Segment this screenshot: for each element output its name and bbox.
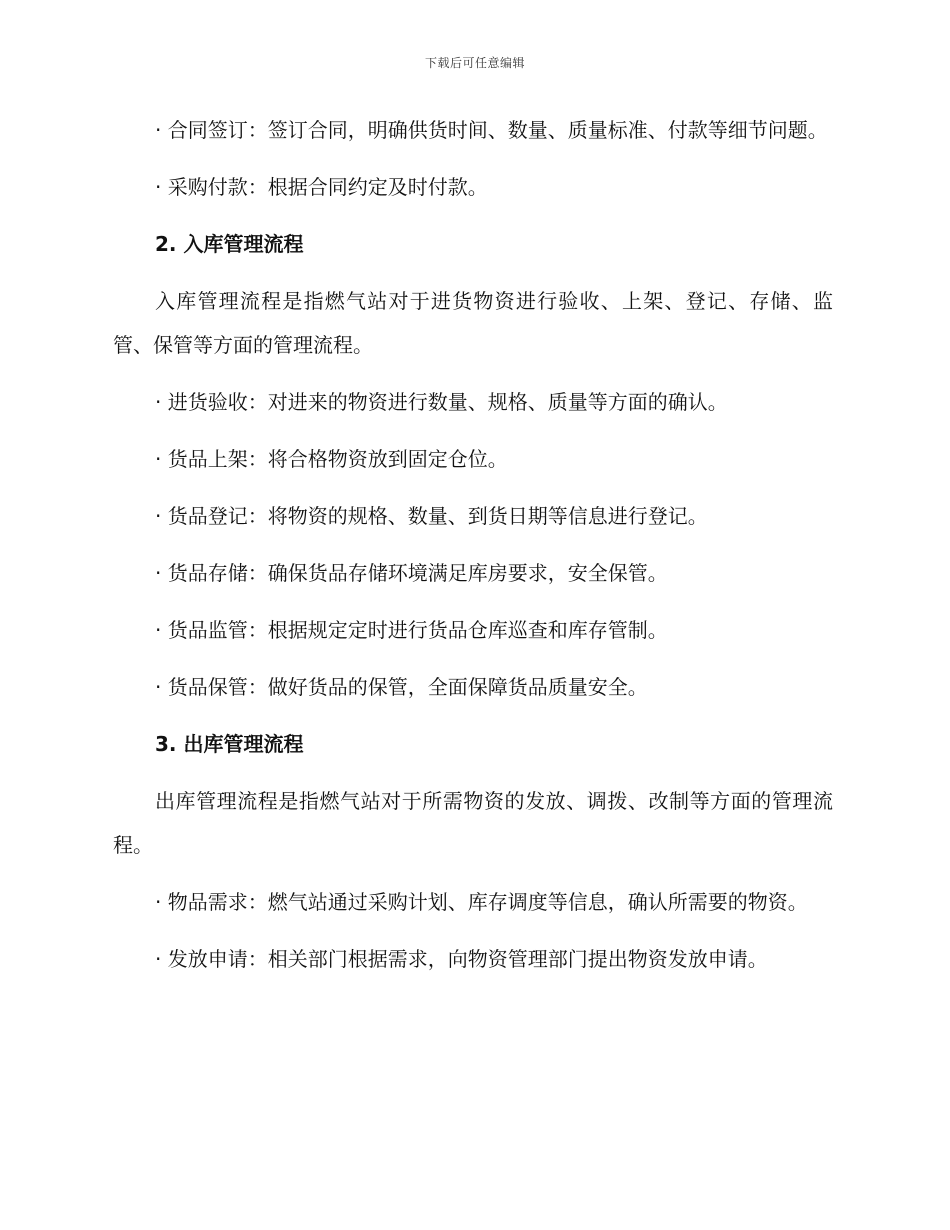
section-heading-inbound: 2. 入库管理流程 — [155, 232, 304, 256]
bullet-contract-signing: · 合同签订：签订合同，明确供货时间、数量、质量标准、付款等细节问题。 — [155, 118, 828, 142]
bullet-item-demand: · 物品需求：燃气站通过采购计划、库存调度等信息，确认所需要的物资。 — [155, 890, 808, 914]
bullet-purchase-payment: · 采购付款：根据合同约定及时付款。 — [155, 175, 488, 199]
document-body — [113, 108, 833, 981]
bullet-goods-inspection: · 进货验收：对进来的物资进行数量、规格、质量等方面的确认。 — [155, 390, 728, 414]
paragraph-inbound-intro: 入库管理流程是指燃气站对于进货物资进行验收、上架、登记、存储、监管、保管等方面的管理流程。 — [113, 289, 833, 357]
bullet-goods-storage: · 货品存储：确保货品存储环境满足库房要求，安全保管。 — [155, 561, 668, 585]
page-header-note: 下载后可任意编辑 — [424, 56, 525, 70]
section-heading-outbound: 3. 出库管理流程 — [155, 732, 304, 756]
bullet-goods-shelving: · 货品上架：将合格物资放到固定仓位。 — [155, 447, 508, 471]
bullet-goods-supervision: · 货品监管：根据规定定时进行货品仓库巡查和库存管制。 — [155, 618, 668, 642]
bullet-goods-registration: · 货品登记：将物资的规格、数量、到货日期等信息进行登记。 — [155, 504, 708, 528]
bullet-issue-request: · 发放申请：相关部门根据需求，向物资管理部门提出物资发放申请。 — [155, 947, 768, 971]
bullet-goods-custody: · 货品保管：做好货品的保管，全面保障货品质量安全。 — [155, 675, 648, 699]
paragraph-outbound-intro: 出库管理流程是指燃气站对于所需物资的发放、调拨、改制等方面的管理流程。 — [113, 789, 833, 857]
